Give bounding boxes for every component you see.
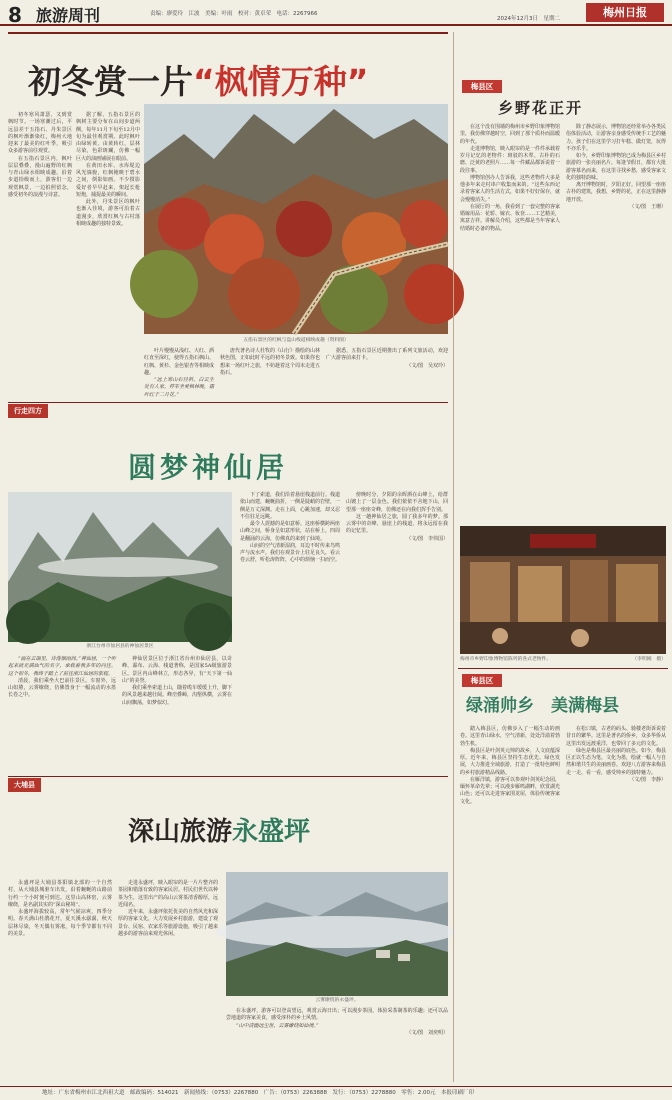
paragraph: 梅县区是叶剑英元帅的故乡，人文底蕴深厚。近年来，梅县区坚持生态优先、绿色发展，大力推进全域旅游，打造了一批特色鲜明的乡村旅游精品线路。 [460,747,561,776]
poem-quote: “远上寒山石径斜，白云生处有人家。停车坐爱枫林晚，霜叶红于二月花。” [144,377,215,398]
article3-col-c [226,1008,448,1080]
article5-col-a [460,726,560,1080]
article1-title-part1: 初冬赏一片 [28,62,193,101]
article3-photo-misty-village [226,872,448,996]
article3-title-part2: 永盛坪 [232,817,311,847]
section-name: 旅游周刊 [36,6,101,25]
paragraph: 永盛坪是大埔县茶阳镇北部的一个自然村，从大埔县城驱车出发，沿着蜿蜒的山路前行约一个小时便可到达。这里山高林密，云雾缭绕，是名副其实的“深山秘境”。 [8,880,112,908]
paragraph: 在黄田水库、水库堤边风光旖旎，红枫掩映于碧水之间，倒影如画。不少摄影爱好者早早赶来，架起长枪短炮，捕捉最美的瞬间。 [76,162,140,198]
paragraph: 近年来，永盛坪依托优美的自然风光和深厚的客家文化，大力发展乡村旅游，建设了观景台、民宿、农家乐等旅游设施，吸引了越来越多的游客前来观光休闲。 [118,909,219,937]
paragraph: 在五指石景区内，枫叶层层叠叠，漫山遍野的红枫与青山绿水相映成趣。沿着步道拾级而上，游客们一边观赏枫景，一边拍照留念，感受初冬的浪漫与诗意。 [8,155,72,198]
paragraph: 走进博物馆，映入眼帘的是一件件承载着岁月记忆的老物件：斑驳的木犁、古朴的石磨、泛黄的老照片……每一件藏品都诉说着一段往事。 [460,145,561,174]
article4-col-b [566,124,666,520]
article1-author: （文/图 吴双玲） [406,362,448,369]
paragraph: 山间的空气清新湿润，耳边不时传来鸟鸣声与流水声。我们在观景台上驻足良久，看云卷云舒，听松涛阵阵，心中的烦恼一扫而空。 [240,542,341,564]
paragraph: 在这个没有围墙的梅州市乡野印象博物馆里，我仿佛穿越时空，回到了那个质朴而温暖的年代。 [460,124,561,145]
newspaper-logo: 梅州日报 [586,3,664,22]
article2-author: （文/图 李伟国） [406,535,448,542]
article1-col1 [8,112,72,338]
paragraph: 在展厅的一角，我看到了一套完整的客家婚嫁用品：花轿、嫁衣、妆奁……工艺精美，寓意吉祥。讲解员介绍，这些都是当年客家人结婚时必备的物品。 [460,203,561,232]
article2-col-c [240,492,340,766]
article2-col-d [346,492,448,766]
paragraph: 绿色是梅县区最亮丽的底色。如今，梅县区正以生态为笔、文化为墨，绘就一幅人与自然和谐共生的美丽画卷。欢迎八方游客来梅县走一走、看一看，感受帅乡的独特魅力。 [566,747,667,776]
article4-tag: 梅县区 [462,80,502,93]
paragraph: 唐代著名诗人杜牧的《山行》描绘的山林秋色图，正如此时平远的初冬景致。如果你也想来一场红叶之旅，不妨趁着这个周末走进五指石。 [220,348,321,376]
paragraph: 如今，乡野印象博物馆已成为梅县区乡村旅游的一张亮丽名片。每逢节假日，都有大批游客慕名而来，在这里寻找乡愁，感受客家文化的独特韵味。 [566,153,667,181]
article4-col-a [460,124,560,520]
page-footer: 地址：广东省梅州市江北西祖大道 邮政编码：514021 新闻热线：（0753）2267880 广告：（0753）2263888 发行：（0753）2278880 零售：2.00元 本报印刷厂印 [0,1086,672,1100]
paragraph: 最令人震撼的是如意桥。这座桥横跨两座山峰之间，桥身呈如意形状，站在桥上，四周是翻涌的云海，仿佛真的来到了仙境。 [240,521,341,542]
article2-title: 圆梦神仙居 [128,451,289,484]
paragraph: 博物馆创办人告诉我，这些老物件大多是他多年来走村串户收集而来的。“这些东西记录着客家人的生活方式，如果不好好保存，就会慢慢消失。” [460,174,561,203]
paragraph: 此外，丹朱景区的枫叶也渐入佳境，游客可沿着古道漫步，欣赏红枫与古村落相映成趣的独特景致。 [76,199,140,227]
column-divider [453,32,454,1082]
article1-col3 [144,348,215,398]
paragraph: 在雁洋镇，游客可以参观叶剑英纪念园，缅怀革命先辈；可以漫步雁鸣湖畔，欣赏湖光山色；还可以走进客家围龙屋，体验传统客家文化。 [460,776,561,805]
divider [458,668,668,669]
article3-author: （文/图 刘奕明） [406,1029,448,1036]
article2-col-a [8,656,116,766]
article1-title-part2: “枫情万种” [193,62,369,101]
article1-col5 [326,348,448,388]
article3-caption: 云雾缭绕的永盛坪。 [315,998,359,1003]
article2-intro: “画在云端里，诗落烟雨间。”神仙居，一个听起来就充满仙气的名字，承载着我多年的向往。这个初冬，我终于踏上了前往浙江仙居的旅程。 [8,656,116,677]
paragraph: 初冬寒风萧瑟，又到赏枫时节。一场寒潮过后，平远县差干五指石、丹朱景区的枫叶渐渐染红，梅州大地迎来了最美的红叶季，吸引众多游客前往观赏。 [8,112,72,155]
article2-tag: 行走四方 [8,404,48,418]
paragraph: 我们乘坐索道上山，随着缆车缓缓上升，脚下的风景越来越壮阔。峰峦叠嶂，沟壑纵横，云雾在山间飘荡，如梦似幻。 [122,685,233,706]
article5-col-b [566,726,666,1080]
article5-tag: 梅县区 [462,674,502,687]
poem-quote: “山中清幽远尘世，云雾缭绕如仙境。” [236,1022,319,1029]
article3-col-a [8,880,112,1080]
paragraph: 下了索道，我们沿着悬崖栈道前行。栈道依山而建，蜿蜒曲折，一侧是陡峭的岩壁，一侧是万丈深渊。走在上面，心跳加速，却又忍不住驻足远眺。 [240,492,341,520]
article3-title-part1: 深山旅游 [128,817,233,847]
issue-date: 2024年12月3日 星期二 [497,16,560,22]
article1-photo-maple-cliffs [144,104,448,334]
paragraph: 踏入梅县区，仿佛步入了一幅生动的画卷。这里青山绿水，空气清新，处处洋溢着勃勃生机。 [460,726,561,747]
paragraph: 傍晚时分，夕阳的余晖洒在山峰上，给群山镀上了一层金色。我们依依不舍地下山，回望那一座座奇峰，仿佛还在向我们挥手告别。 [346,492,448,513]
paragraph: 在松口镇，古老的码头、骑楼老街诉说着昔日的繁华。这里是著名的侨乡，众多华侨从这里出发远渡重洋，也带回了多元的文化。 [566,726,667,747]
paragraph: 清晨，我们乘坐大巴前往景区。车窗外，远山如黛，云雾缭绕，仿佛置身于一幅流动的水墨长卷之中。 [8,677,116,699]
paragraph: 在永盛坪，游客可以登高望远，观赏云海日出；可以漫步茶园，体验采茶制茶的乐趣；还可以品尝地道的客家美食，感受淳朴的乡土风情。 [226,1008,448,1022]
article4-photo-credit: （李明刚 摄） [632,657,666,662]
paragraph: 走进永盛坪，映入眼帘的是一片片整齐的茶园和错落有致的客家民居。村民们世代以种茶为生，这里出产的高山云雾茶清香醇厚，远近闻名。 [118,880,219,908]
paragraph: 据悉，五指石景区近期推出了系列文旅活动，欢迎广大游客前来打卡。 [326,348,448,362]
paragraph: 叶片慢慢从浅红、大红、酒红直至深红，使得五指石枫山、红枫、黄杉、金色银杏等相映成趣。 [144,348,215,376]
page-header [0,0,672,26]
article2-photo-mountains [8,492,232,642]
paragraph: 神仙居景区位于浙江省台州市仙居县，以奇峰、瀑布、云海、栈道著称，是国家5A级旅游景区。景区内山峰林立，形态各异，有“天下第一仙山”的美誉。 [122,656,232,684]
article1-col4 [220,348,320,388]
article5-author: （文/图 李静） [629,776,666,783]
paragraph: 永盛坪海拔较高，常年气候凉爽，四季分明。春天满山杜鹃花开，夏天溪水潺潺，秋天层林尽染，冬天偶有雾凇，每个季节都有不同的美景。 [8,909,112,937]
article4-caption: 梅州市乡野印象博物馆陈列的各式老物件。 [460,657,552,662]
article1-col2 [76,112,140,338]
divider [8,776,448,777]
article4-photo-museum [460,526,666,654]
article1-caption: 五指石景区的红枫与盘山栈道相映成趣（资料图） [243,338,349,343]
article2-caption: 浙江台州市仙居县的神仙居景区 [86,644,154,649]
page-number: 8 [8,3,22,27]
article3-title [128,814,310,852]
divider [8,32,448,34]
divider [8,402,448,403]
article2-col-b [122,656,232,766]
article3-tag: 大埔县 [8,778,41,792]
article4-title: 乡野花正开 [498,99,584,117]
article1-title [28,58,368,106]
paragraph: 离开博物馆时，夕阳正好。回望那一座座古朴的建筑，我想，乡野的花，正在这里静静地开放。 [566,182,667,203]
article5-title: 绿涌帅乡 美满梅县 [466,696,619,716]
editor-credits: 责编：廖爱玲 江波 美编：叶雨 校对：黄卓荣 电话：2267966 [150,11,318,17]
paragraph: 这一趟神仙居之旅，圆了我多年的梦。那云雾中的奇峰、悬崖上的栈道，将永远留在我的记忆里。 [346,513,448,535]
paragraph: 除了静态展示，博物馆还经常举办各类民俗体验活动，让游客亲身感受传统手工艺的魅力。孩子们在这里学习打年糕、做灯笼，玩得不亦乐乎。 [566,124,667,152]
article4-author: （文/图 王珊） [629,203,666,210]
paragraph: 据了解，五指石景区的枫树主要分布在山间步道两侧，每年11月下旬至12月中旬为最佳观赏期。此时枫叶由绿转黄、由黄转红，层林尽染，色彩斑斓，仿佛一幅巨大的油画铺展在眼前。 [76,112,140,162]
article3-col-b [118,880,218,1080]
